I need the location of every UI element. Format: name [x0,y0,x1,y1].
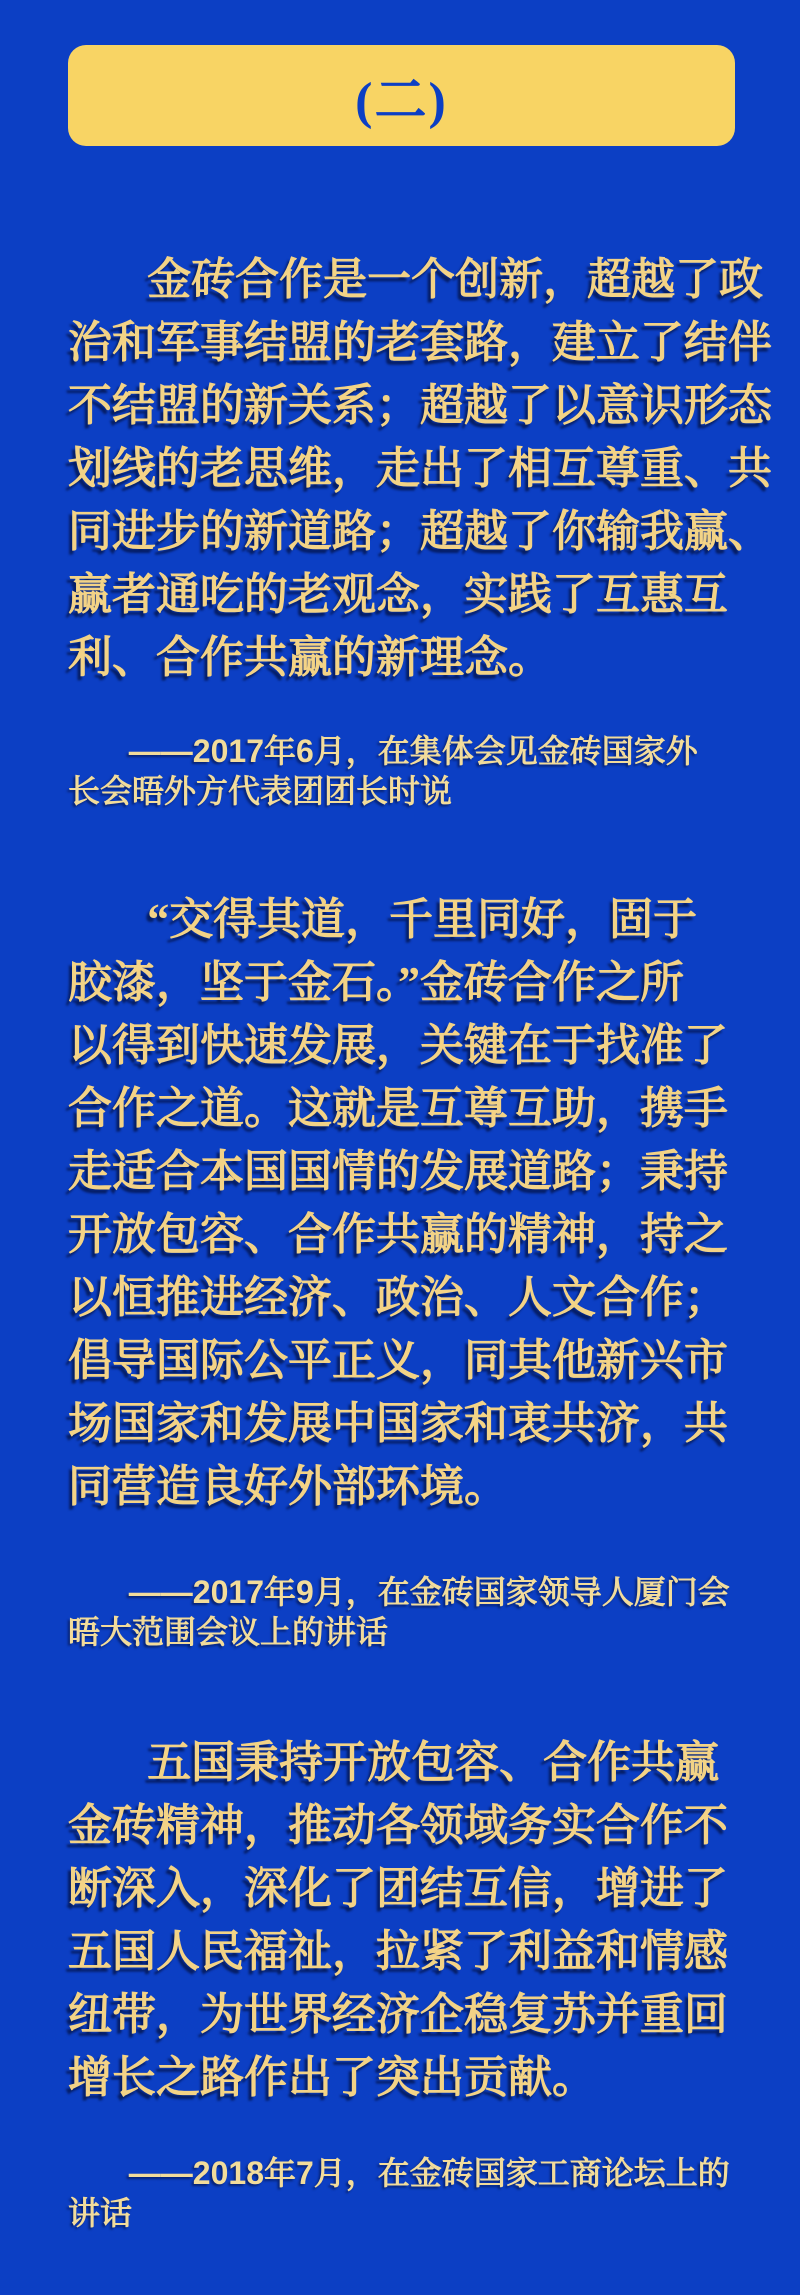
quote-line: 同营造良好外部环境。 [68,1462,508,1511]
source-line: 长会晤外方代表团团长时说 [68,773,453,809]
quote-line: 纽带，为世界经济企稳复苏并重回 [68,1990,728,2039]
quote-line: 治和军事结盟的老套路，建立了结伴 [68,318,772,367]
quote-line: 金砖合作是一个创新，超越了政 [147,255,764,304]
section-badge-label: (二) [355,73,448,130]
quote-source-1 [68,731,738,811]
quote-line: 五国秉持开放包容、合作共赢 [147,1738,720,1787]
quote-line: 场国家和发展中国家和衷共济，共 [68,1399,728,1448]
quote-line: 划线的老思维，走出了相互尊重、共 [68,444,772,493]
quote-line: 断深入，深化了团结互信，增进了 [68,1864,728,1913]
quote-source-2 [68,1572,738,1652]
quote-line: 以恒推进经济、政治、人文合作； [68,1273,728,1322]
quote-line: 同进步的新道路；超越了你输我赢、 [68,507,772,556]
quote-paragraph-2 [68,888,738,1518]
section-badge [68,45,735,146]
quote-line: 开放包容、合作共赢的精神，持之 [68,1210,728,1259]
quote-line: 五国人民福祉，拉紧了利益和情感 [68,1927,728,1976]
quote-line: 不结盟的新关系；超越了以意识形态 [68,381,772,430]
quote-line: 走适合本国国情的发展道路；秉持 [68,1147,728,1196]
quote-line: 赢者通吃的老观念，实践了互惠互 [68,570,728,619]
source-line: 讲话 [68,2195,133,2231]
quote-source-3 [68,2153,738,2233]
quote-line: 金砖精神，推动各领域务实合作不 [68,1801,728,1850]
source-line: ——2017年9月，在金砖国家领导人厦门会 [128,1574,730,1610]
source-line: ——2018年7月，在金砖国家工商论坛上的 [128,2155,730,2191]
quote-line: 以得到快速发展，关键在于找准了 [68,1021,728,1070]
quote-paragraph-3 [68,1731,738,2109]
source-line: 晤大范围会议上的讲话 [68,1614,389,1650]
quote-line: 增长之路作出了突出贡献。 [68,2053,596,2102]
quote-line: “交得其道，千里同好，固于 [147,895,698,944]
quote-line: 胶漆，坚于金石。”金砖合作之所 [68,958,684,1007]
quote-line: 倡导国际公平正义，同其他新兴市 [68,1336,728,1385]
source-line: ——2017年6月，在集体会见金砖国家外 [128,733,698,769]
quote-line: 合作之道。这就是互尊互助，携手 [68,1084,728,1133]
quote-paragraph-1 [68,248,772,689]
quote-line: 利、合作共赢的新理念。 [68,633,552,682]
